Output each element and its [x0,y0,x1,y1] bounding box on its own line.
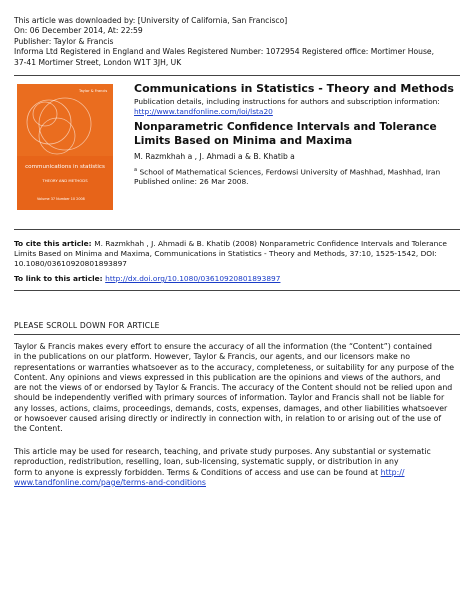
journal-url-link[interactable]: http://www.tandfonline.com/loi/lsta20 [134,106,273,116]
disclaimer-line: are not the views of or endorsed by Taylor & Francis. The accuracy of the Content should not be relied upon and [14,383,453,393]
article-link-block [14,274,280,283]
author-affiliation [134,166,440,187]
link-label: To link to this article: [14,274,106,283]
cover-subtitle: THEORY AND METHODS [42,178,88,183]
title-line: Nonparametric Confidence Intervals and Tolerance [134,121,437,133]
header-divider [14,75,460,76]
cover-title: communications in statistics [25,164,105,170]
publication-details [134,97,440,116]
disclaimer-divider [14,334,460,335]
disclaimer-line: form to anyone is expressly forbidden. Terms & Conditions of access and use can be found at [14,467,381,477]
pub-info-text: Publication details, including instructions for authors and subscription information: [134,97,440,106]
header-line: This article was downloaded by: [University of California, San Francisco] [14,16,288,25]
doi-link[interactable]: http://dx.doi.org/10.1080/03610920801893897 [105,274,281,283]
terms-link-part1[interactable]: http:// [380,467,405,477]
disclaimer-line: any losses, actions, claims, proceedings, demands, costs, expenses, damages, and other liabilities whatsoever [14,403,448,413]
download-header [14,16,466,68]
publisher-logo: Taylor & Francis [79,89,108,93]
citation-divider-top [14,229,460,230]
scroll-notice: PLEASE SCROLL DOWN FOR ARTICLE [14,321,160,330]
disclaimer-line: Taylor & Francis makes every effort to ensure the accuracy of all the information (the “Content”) contained [14,342,432,351]
title-line: Limits Based on Minima and Maxima [134,134,353,147]
cover-pattern-graphic [17,84,113,210]
journal-name: Communications in Statistics - Theory and Methods [134,82,454,95]
header-line: On: 06 December 2014, At: 22:59 [14,26,143,36]
disclaimer-line: representations or warranties whatsoever as to the accuracy, completeness, or suitability for any purpose of the [14,362,455,372]
cite-doi: 10.1080/03610920801893897 [14,259,127,268]
cover-volume: Volume 37 Number 10 2008 [37,197,85,201]
journal-cover-image [17,84,113,210]
disclaimer-paragraph-2 [14,447,466,488]
header-line: 37-41 Mortimer Street, London W1T 3JH, UK [14,57,182,67]
citation-block [14,239,447,269]
disclaimer-line: or howsoever caused arising directly or indirectly in connection with, in relation to or arising out of the use of [14,414,442,424]
affiliation-text: School of Mathematical Sciences, Ferdowsi University of Mashhad, Mashhad, Iran [139,167,441,177]
disclaimer-paragraph-1 [14,342,466,435]
disclaimer-line: the Content. [14,424,63,434]
cite-label: To cite this article: [14,239,95,248]
header-line: Informa Ltd Registered in England and Wales Registered Number: 1072954 Registered office: Mortimer House, [14,47,434,57]
article-title [134,121,437,148]
disclaimer-line: Content. Any opinions and views expressed in this publication are the opinions and views of the authors, and [14,372,441,382]
citation-divider-bottom [14,290,460,291]
disclaimer-line: This article may be used for research, teaching, and private study purposes. Any substantial or systematic [14,447,431,456]
cite-text: M. Razmkhah , J. Ahmadi & B. Khatib (2008) Nonparametric Confidence Intervals and Tolerance [94,239,447,248]
affiliation-mark: a [134,167,138,173]
article-authors: M. Razmkhah a , J. Ahmadi a & B. Khatib a [134,152,295,161]
published-date: Published online: 26 Mar 2008. [134,177,249,187]
disclaimer-line: in the publications on our platform. However, Taylor & Francis, our agents, and our licensors make no [14,352,410,362]
disclaimer-line: should be independently verified with primary sources of information. Taylor and Francis shall not be liable for [14,393,445,403]
disclaimer-line: reproduction, redistribution, reselling, loan, sub-licensing, systematic supply, or distribution in any [14,457,399,467]
header-line: Publisher: Taylor & Francis [14,36,114,46]
terms-conditions-link[interactable]: www.tandfonline.com/page/terms-and-conditions [14,477,206,487]
cite-text: Limits Based on Minima and Maxima, Communications in Statistics - Theory and Methods, 37:10, 1525-1542, DOI: [14,249,437,258]
